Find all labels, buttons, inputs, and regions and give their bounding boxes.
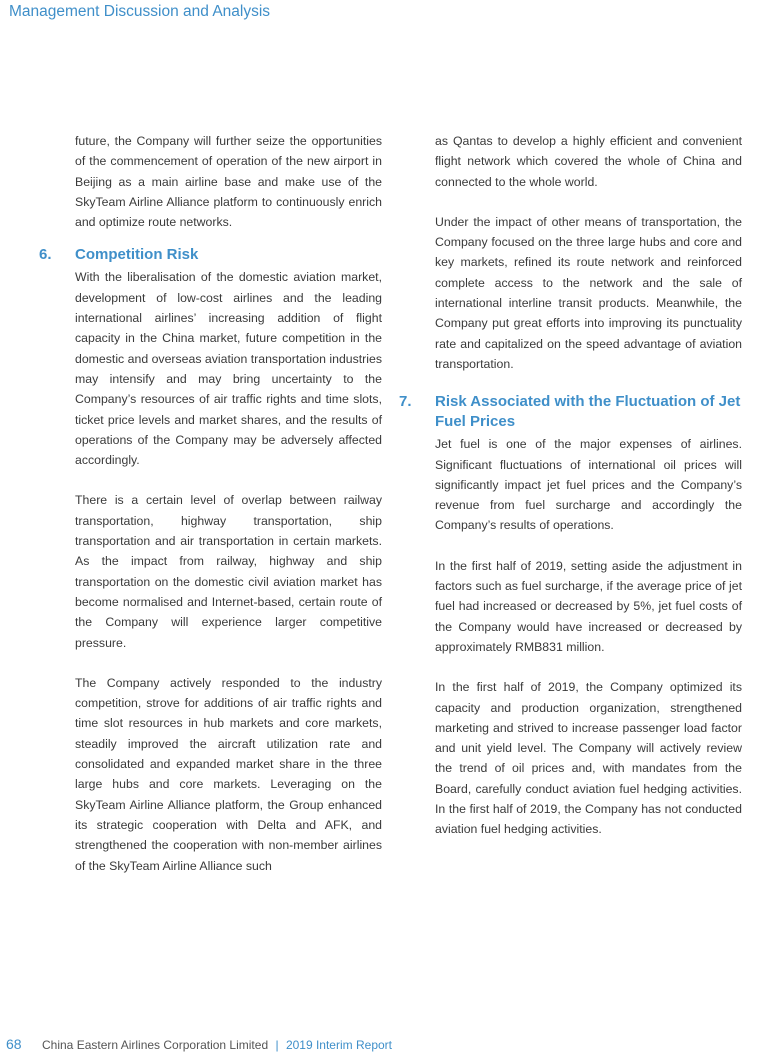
page-number: 68 <box>6 1036 22 1052</box>
right-column <box>399 131 742 840</box>
section-number: 6. <box>39 246 52 264</box>
footer-separator: | <box>275 1038 279 1052</box>
paragraph: In the first half of 2019, the Company optimized its capacity and production organization, strengthened marketing and strived to increase passenger load factor and unit yield level. The Company will actively review the trend of oil prices and, with mandates from the Board, carefully conduct aviation fuel hedging activities. In the first half of 2019, the Company has not conducted aviation fuel hedging activities. <box>435 680 742 837</box>
section-heading-competition-risk <box>39 245 382 265</box>
footer <box>42 1038 392 1052</box>
paragraph: There is a certain level of overlap between railway transportation, highway transportation, ship transportation and air transportation in certain markets. As the impact from railway, highway and ship transportation on the domestic civil aviation market has become normalised and Internet-based, certain route of the Company will experience larger competitive pressure. <box>75 493 382 650</box>
paragraph: Under the impact of other means of transportation, the Company focused on the three large hubs and core and key markets, refined its route network and reinforced complete access to the network and the sale of international interline transit products. Meanwhile, the Company put great efforts into improving its punctuality rate and capitalized on the speed advantage of aviation transportation. <box>435 214 742 371</box>
paragraph: as Qantas to develop a highly efficient and convenient flight network which covered the whole of China and connected to the whole world. <box>435 134 742 189</box>
left-column <box>39 131 382 876</box>
paragraph: Jet fuel is one of the major expenses of airlines. Significant fluctuations of international oil prices will significantly impact jet fuel prices and the Company’s revenue from fuel surcharge and accordingly the Company’s results of operations. <box>435 437 742 533</box>
section-heading-jet-fuel-risk <box>399 392 742 432</box>
page-header-title: Management Discussion and Analysis <box>9 3 271 20</box>
section-title: Competition Risk <box>75 246 199 264</box>
footer-company: China Eastern Airlines Corporation Limited <box>42 1038 269 1052</box>
paragraph: With the liberalisation of the domestic aviation market, development of low-cost airlines and the leading international airlines’ increasing addition of flight capacity in the China market, future competition in the domestic and overseas aviation transportation industries may intensify and may bring uncertainty to the Company’s resources of air traffic rights and time slots, ticket price levels and market shares, and the results of operations of the Company may be adversely affected accordingly. <box>75 270 382 468</box>
paragraph: future, the Company will further seize the opportunities of the commencement of operation of the new airport in Beijing as a main airline base and make use of the SkyTeam Airline Alliance platform to continuously enrich and optimize route networks. <box>75 134 382 230</box>
paragraph: The Company actively responded to the industry competition, strove for additions of air traffic rights and time slot resources in hub markets and core markets, steadily improved the aircraft utilization rate and consolidated and expanded market share in the three large hubs and core markets. Leveraging on the SkyTeam Airline Alliance platform, the Group enhanced its strategic cooperation with Delta and AFK, and strengthened the cooperation with non-member airlines of the SkyTeam Airline Alliance such <box>75 675 382 873</box>
paragraph: In the first half of 2019, setting aside the adjustment in factors such as fuel surcharge, if the average price of jet fuel had increased or decreased by 5%, jet fuel costs of the Company would have increased or decreased by approximately RMB831 million. <box>435 558 742 654</box>
section-title: Risk Associated with the Fluctuation of Jet Fuel Prices <box>435 393 741 431</box>
footer-report: 2019 Interim Report <box>285 1038 392 1052</box>
section-number: 7. <box>399 393 412 411</box>
